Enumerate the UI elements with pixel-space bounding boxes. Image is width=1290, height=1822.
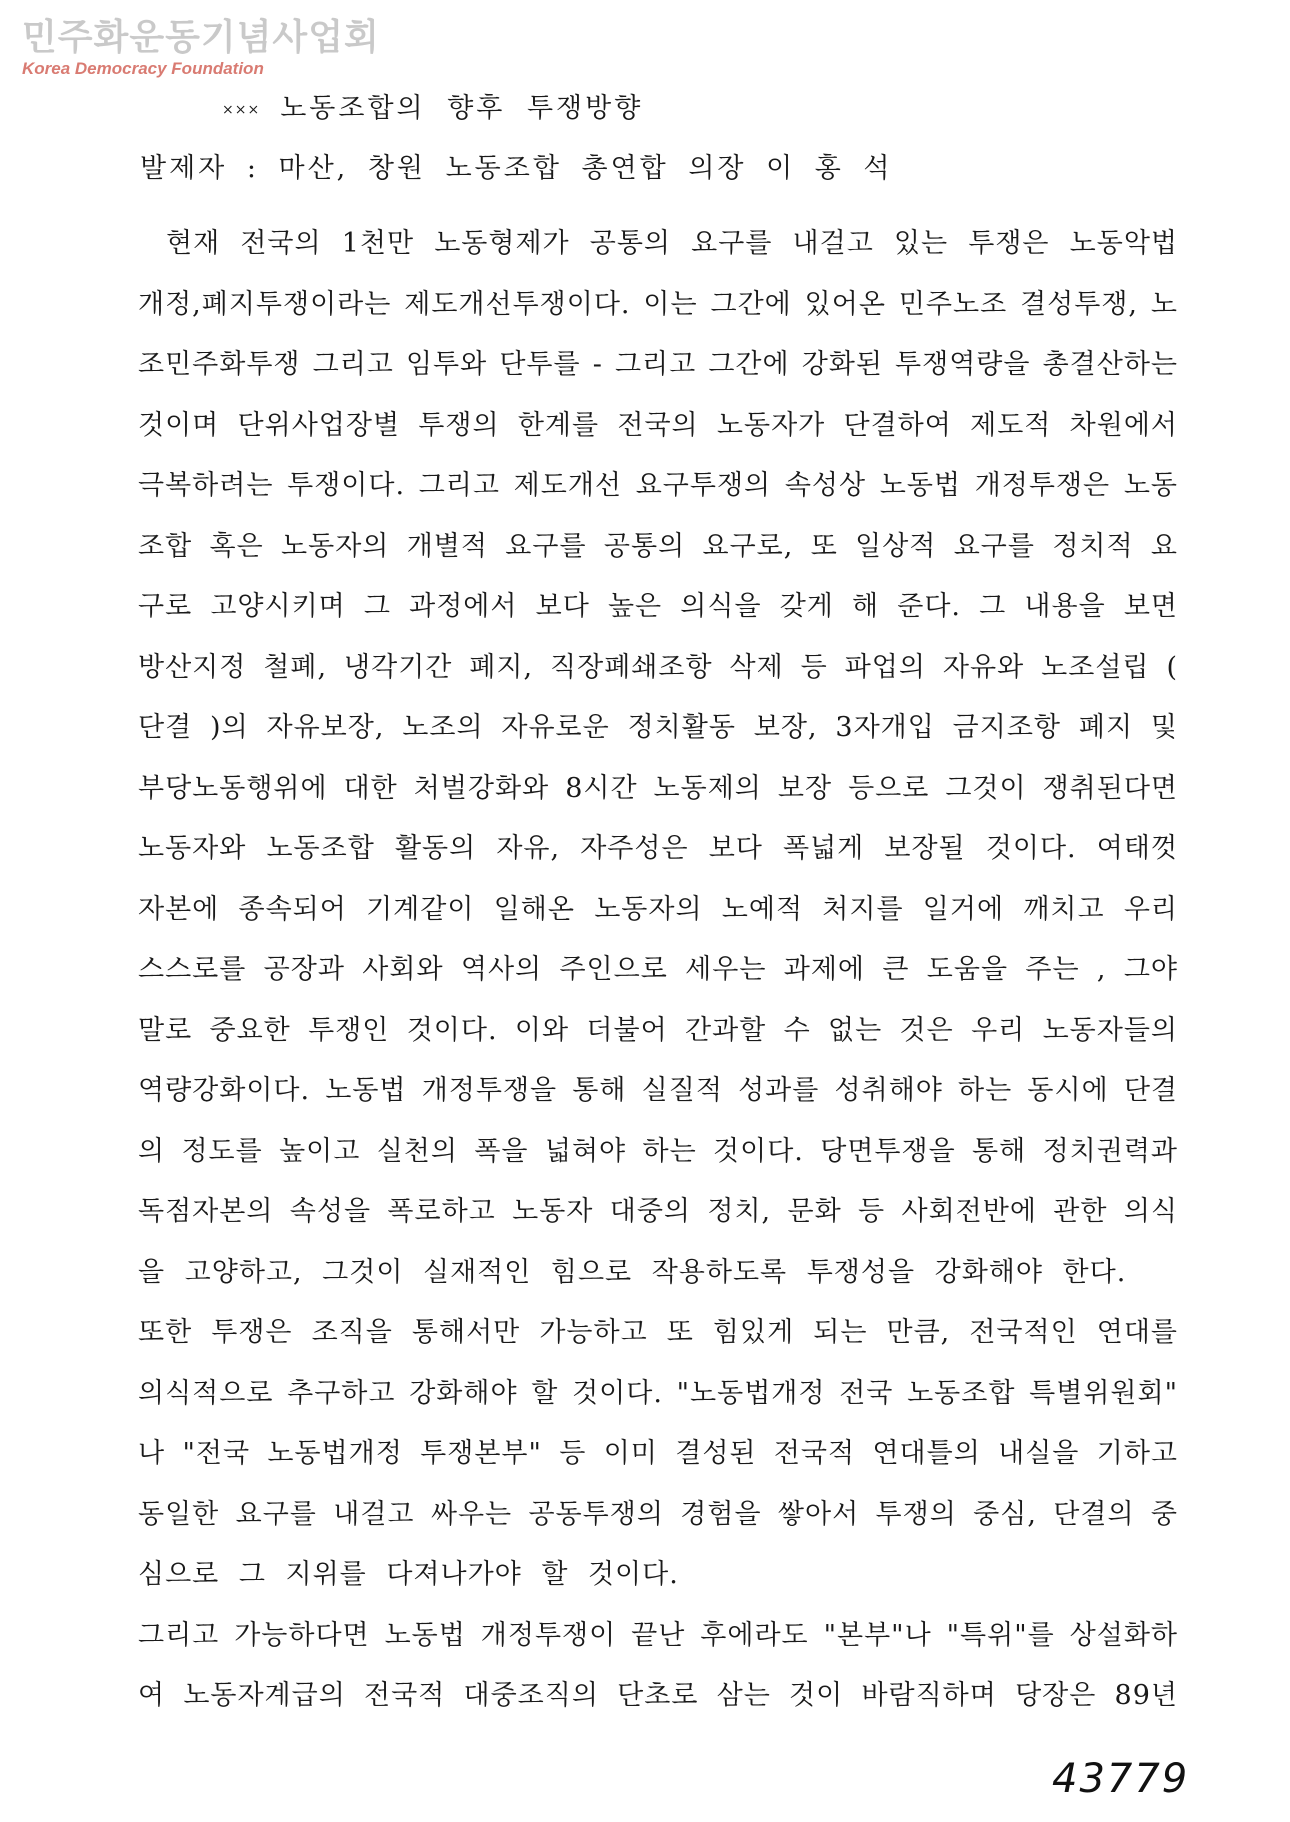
- body-line: 심으로 그 지위를 다져나가야 할 것이다.: [138, 1559, 679, 1590]
- body-line: 노동자와 노동조합 활동의 자유, 자주성은 보다 폭넓게 보장될 것이다. 여태껏: [138, 833, 1178, 864]
- body-line: 것이며 단위사업장별 투쟁의 한계를 전국의 노동자가 단결하여 제도적 차원에서: [138, 409, 1178, 441]
- body-line: 동일한 요구를 내걸고 싸우는 공동투쟁의 경험을 쌓아서 투쟁의 중심, 단결의 중: [138, 1498, 1178, 1530]
- presenter-line: 발제자 : 마산, 창원 노동조합 총연합 의장 이 홍 석: [140, 153, 893, 184]
- watermark-korean: 민주화운동기념사업회: [22, 17, 380, 58]
- body-text: [138, 214, 1178, 1727]
- body-line: 단결 )의 자유보장, 노조의 자유로운 정치활동 보장, 3자개입 금지조항 폐지 및: [138, 712, 1178, 743]
- watermark: [22, 18, 380, 80]
- body-line: 스스로를 공장과 사회와 역사의 주인으로 세우는 과제에 큰 도움을 주는 , 그야: [138, 954, 1178, 985]
- document-title: [222, 86, 643, 125]
- body-line: 극복하려는 투쟁이다. 그리고 제도개선 요구투쟁의 속성상 노동법 개정투쟁은 노동: [138, 470, 1178, 501]
- body-line: 개정,폐지투쟁이라는 제도개선투쟁이다. 이는 그간에 있어온 민주노조 결성투쟁, 노: [138, 288, 1178, 320]
- title-text: 노동조합의 향후 투쟁방향: [280, 93, 644, 124]
- page-number: 43779: [1052, 1756, 1190, 1802]
- body-line: 조민주화투쟁 그리고 임투와 단투를 - 그리고 그간에 강화된 투쟁역량을 총결산하는: [138, 349, 1178, 380]
- body-line: 부당노동행위에 대한 처벌강화와 8시간 노동제의 보장 등으로 그것이 쟁취된다면: [138, 772, 1178, 804]
- body-line: 말로 중요한 투쟁인 것이다. 이와 더불어 간과할 수 없는 것은 우리 노동자들의: [138, 1014, 1178, 1046]
- title-mark: ×××: [222, 101, 261, 118]
- watermark-english: Korea Democracy Foundation: [22, 59, 264, 78]
- body-line: 여 노동자계급의 전국적 대중조직의 단초로 삼는 것이 바람직하며 당장은 89년: [138, 1680, 1178, 1711]
- body-line: 조합 혹은 노동자의 개별적 요구를 공통의 요구로, 또 일상적 요구를 정치적 요: [138, 530, 1178, 562]
- body-line: 의식적으로 추구하고 강화해야 할 것이다. "노동법개정 전국 노동조합 특별위원회": [138, 1377, 1178, 1409]
- body-line: 구로 고양시키며 그 과정에서 보다 높은 의식을 갖게 해 준다. 그 내용을 보면: [138, 591, 1178, 622]
- body-line: 독점자본의 속성을 폭로하고 노동자 대중의 정치, 문화 등 사회전반에 관한 의식: [138, 1196, 1178, 1227]
- body-line: 나 "전국 노동법개정 투쟁본부" 등 이미 결성된 전국적 연대틀의 내실을 기하고: [138, 1438, 1178, 1469]
- body-line: 역량강화이다. 노동법 개정투쟁을 통해 실질적 성과를 성취해야 하는 동시에 단결: [138, 1075, 1178, 1106]
- body-line: 현재 전국의 1천만 노동형제가 공통의 요구를 내걸고 있는 투쟁은 노동악법: [166, 228, 1178, 259]
- body-line: 방산지정 철폐, 냉각기간 폐지, 직장폐쇄조항 삭제 등 파업의 자유와 노조설립 (: [138, 651, 1178, 683]
- body-line: 또한 투쟁은 조직을 통해서만 가능하고 또 힘있게 되는 만큼, 전국적인 연대를: [138, 1317, 1178, 1348]
- body-line: 그리고 가능하다면 노동법 개정투쟁이 끝난 후에라도 "본부"나 "특위"를 상설화하: [138, 1619, 1178, 1651]
- body-line: 을 고양하고, 그것이 실재적인 힘으로 작용하도록 투쟁성을 강화해야 한다.: [138, 1256, 1127, 1288]
- body-line: 의 정도를 높이고 실천의 폭을 넓혀야 하는 것이다. 당면투쟁을 통해 정치권력과: [138, 1135, 1178, 1167]
- body-line: 자본에 종속되어 기계같이 일해온 노동자의 노예적 처지를 일거에 깨치고 우리: [138, 893, 1178, 925]
